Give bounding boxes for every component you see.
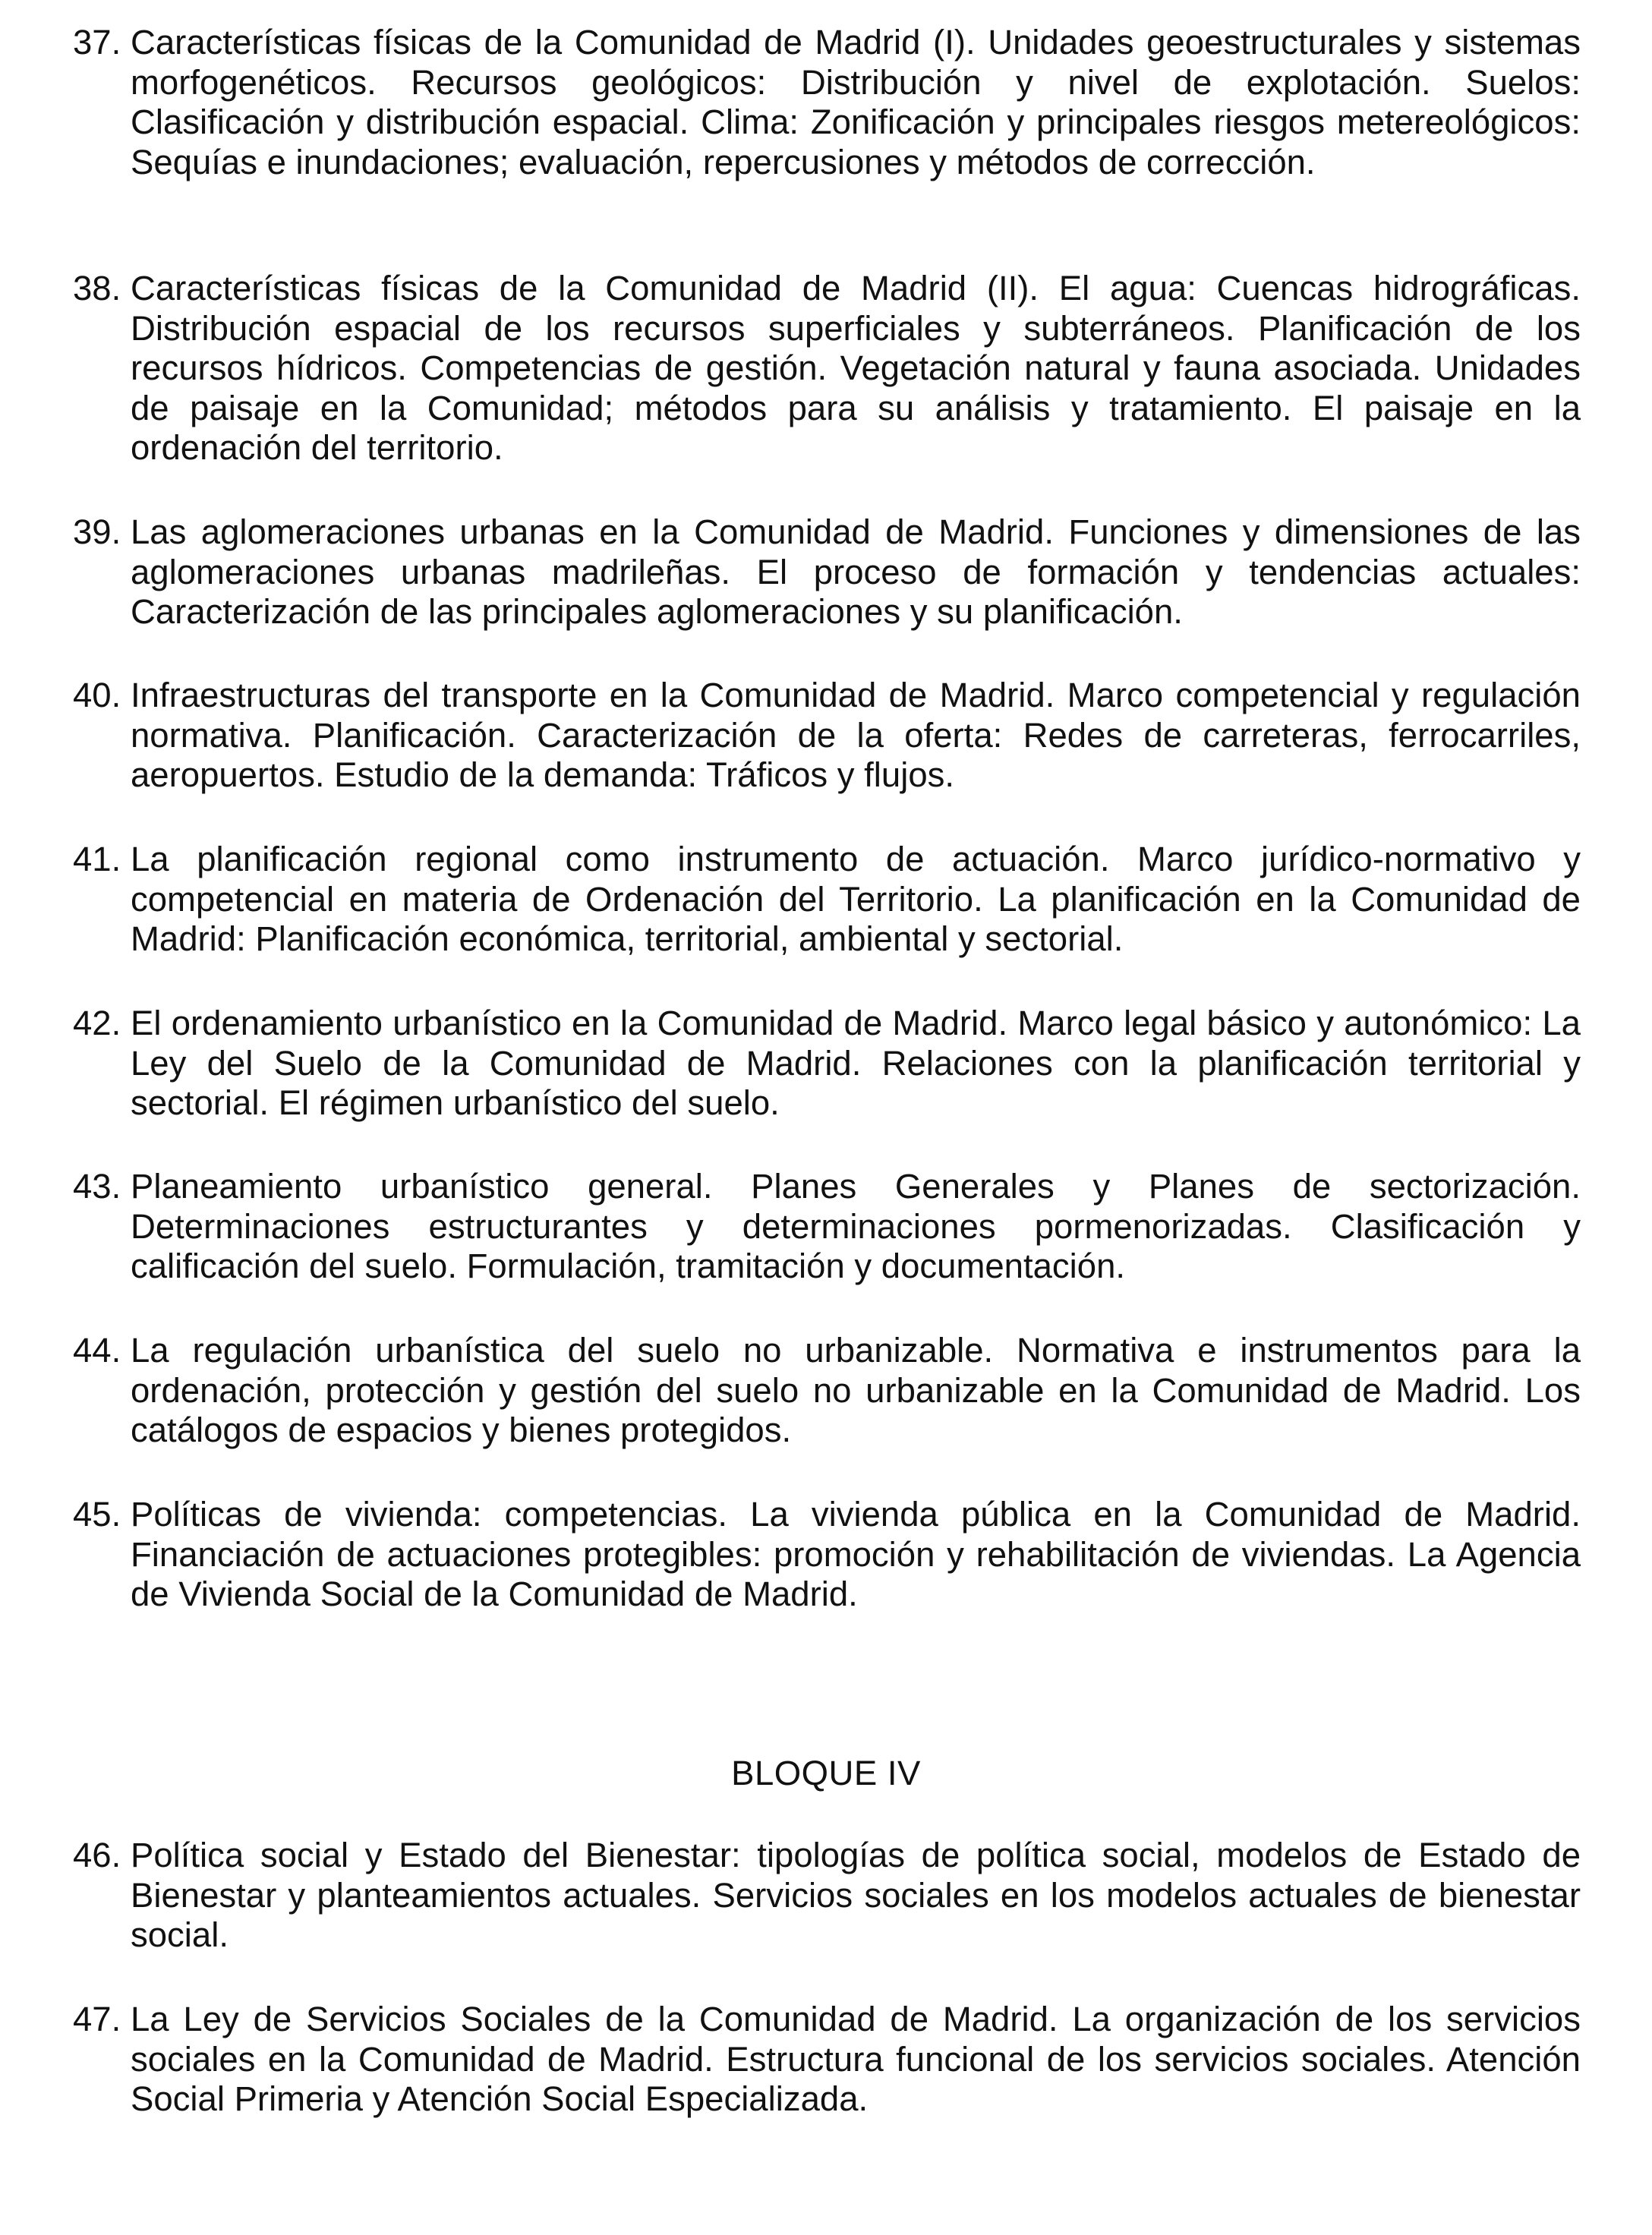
topic-text: Políticas de vivienda: competencias. La vivienda pública en la Comunidad de Madrid. Financiación de actuaciones protegibles: promoción y rehabilitación de viviendas. La Agencia de Vivienda Social de la Comunidad de Madrid. bbox=[131, 1495, 1581, 1613]
topic-text: La planificación regional como instrumento de actuación. Marco jurídico-normativo y competencial en materia de Ordenación del Territorio. La planificación en la Comunidad de Madrid: Planificación económica, territorial, ambiental y sectorial. bbox=[131, 840, 1581, 958]
topic-text: Las aglomeraciones urbanas en la Comunidad de Madrid. Funciones y dimensiones de las aglomeraciones urbanas madrileñas. El proceso de formación y tendencias actuales: Caracterización de las principales aglomeraciones y su planificación. bbox=[131, 512, 1581, 631]
topic-item-40 bbox=[73, 676, 1581, 796]
topic-item-37 bbox=[73, 23, 1581, 182]
topic-text: El ordenamiento urbanístico en la Comunidad de Madrid. Marco legal básico y autonómico: La Ley del Suelo de la Comunidad de Madrid. Relaciones con la planificación territorial y sectorial. El régimen urbanístico del suelo. bbox=[131, 1004, 1581, 1122]
block-heading: BLOQUE IV bbox=[731, 1754, 921, 1792]
topic-item-47 bbox=[73, 2000, 1581, 2120]
topic-number: 40. bbox=[73, 676, 121, 714]
topic-number: 43. bbox=[73, 1167, 121, 1206]
topic-number: 37. bbox=[73, 23, 121, 61]
topic-number: 47. bbox=[73, 2000, 121, 2038]
topic-text: Características físicas de la Comunidad de Madrid (II). El agua: Cuencas hidrográficas. Distribución espacial de los recursos superficiales y subterráneos. Planificación de los recursos hídricos. Competencias de gestión. Vegetación natural y fauna asociada. Unidades de paisaje en la Comunidad; métodos para su análisis y tratamiento. El paisaje en la ordenación del territorio. bbox=[131, 269, 1581, 467]
topic-item-39 bbox=[73, 512, 1581, 632]
topic-text: Infraestructuras del transporte en la Comunidad de Madrid. Marco competencial y regulación normativa. Planificación. Caracterización de la oferta: Redes de carreteras, ferrocarriles, aeropuertos. Estudio de la demanda: Tráficos y flujos. bbox=[131, 676, 1581, 794]
topic-number: 42. bbox=[73, 1004, 121, 1042]
topic-item-46 bbox=[73, 1836, 1581, 1956]
topic-number: 39. bbox=[73, 512, 121, 551]
topic-item-45 bbox=[73, 1495, 1581, 1615]
topic-number: 46. bbox=[73, 1836, 121, 1874]
topic-text: La regulación urbanística del suelo no urbanizable. Normativa e instrumentos para la ordenación, protección y gestión del suelo no urbanizable en la Comunidad de Madrid. Los catálogos de espacios y bienes protegidos. bbox=[131, 1331, 1581, 1449]
topic-item-42 bbox=[73, 1004, 1581, 1124]
topic-text: La Ley de Servicios Sociales de la Comunidad de Madrid. La organización de los servicios sociales en la Comunidad de Madrid. Estructura funcional de los servicios sociales. Atención Social Primeria y Atención Social Especializada. bbox=[131, 2000, 1581, 2118]
topic-text: Planeamiento urbanístico general. Planes Generales y Planes de sectorización. Determinaciones estructurantes y determinaciones pormenorizadas. Clasificación y calificación del suelo. Formulación, tramitación y documentación. bbox=[131, 1167, 1581, 1285]
topic-text: Características físicas de la Comunidad de Madrid (I). Unidades geoestructurales y sistemas morfogenéticos. Recursos geológicos: Distribución y nivel de explotación. Suelos: Clasificación y distribución espacial. Clima: Zonificación y principales riesgos metereológicos: Sequías e inundaciones; evaluación, repercusiones y métodos de corrección. bbox=[131, 23, 1581, 181]
topic-number: 45. bbox=[73, 1495, 121, 1534]
topic-number: 41. bbox=[73, 840, 121, 878]
topic-item-44 bbox=[73, 1331, 1581, 1451]
topic-item-41 bbox=[73, 840, 1581, 960]
topic-item-43 bbox=[73, 1167, 1581, 1287]
topic-number: 38. bbox=[73, 269, 121, 307]
topic-item-38 bbox=[73, 269, 1581, 468]
topic-text: Política social y Estado del Bienestar: tipologías de política social, modelos de Estado de Bienestar y planteamientos actuales. Servicios sociales en los modelos actuales de bienestar social. bbox=[131, 1836, 1581, 1954]
topic-number: 44. bbox=[73, 1331, 121, 1370]
